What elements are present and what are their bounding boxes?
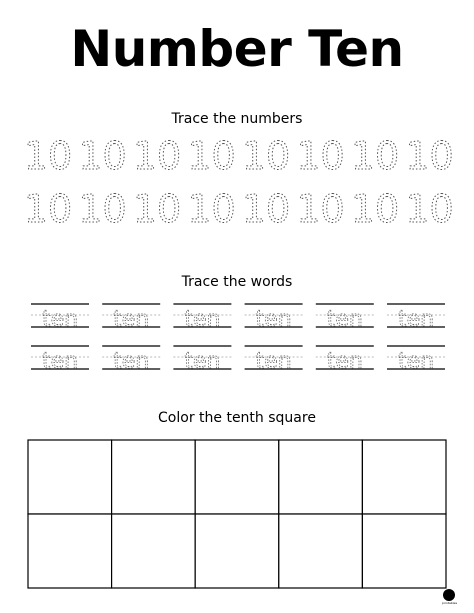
word-trace-cell <box>316 346 374 374</box>
number-tracing-grid <box>24 134 454 231</box>
trace-words-heading: Trace the words <box>181 274 293 290</box>
color-square[interactable] <box>112 440 196 514</box>
word-trace-cell <box>316 304 374 332</box>
word-trace-cell <box>31 304 89 332</box>
trace-number-10: 10 <box>296 134 345 178</box>
trace-number-10: 10 <box>350 187 400 231</box>
color-square[interactable] <box>195 514 279 588</box>
word-trace-cell <box>173 346 231 374</box>
word-trace-cell <box>245 304 303 332</box>
word-trace-cell <box>173 304 231 332</box>
trace-number-10: 10 <box>78 187 127 231</box>
color-square[interactable] <box>28 440 112 514</box>
brand-logo <box>442 589 456 605</box>
trace-number-10: 10 <box>78 134 127 178</box>
trace-word-ten: ten <box>184 307 221 332</box>
word-tracing-grid <box>31 304 445 374</box>
word-trace-cell <box>31 346 89 374</box>
color-square-heading: Color the tenth square <box>158 410 316 426</box>
trace-number-10: 10 <box>23 134 73 178</box>
word-trace-cell <box>387 304 445 332</box>
trace-number-10: 10 <box>241 134 291 178</box>
word-trace-cell <box>102 346 160 374</box>
trace-number-10: 10 <box>241 187 291 231</box>
trace-numbers-heading: Trace the numbers <box>171 111 303 127</box>
trace-number-10: 10 <box>296 187 345 231</box>
trace-word-ten: ten <box>397 307 435 332</box>
logo-text: printables <box>442 601 458 605</box>
trace-number-10: 10 <box>23 187 73 231</box>
trace-word-ten: ten <box>113 349 150 374</box>
color-square[interactable] <box>28 514 112 588</box>
trace-word-ten: ten <box>255 349 292 374</box>
color-square[interactable] <box>195 440 279 514</box>
trace-number-10: 10 <box>132 134 182 178</box>
trace-word-ten: ten <box>326 349 363 374</box>
trace-word-ten: ten <box>255 307 292 332</box>
trace-word-ten: ten <box>326 307 363 332</box>
color-square[interactable] <box>362 440 446 514</box>
word-trace-cell <box>245 346 303 374</box>
color-square[interactable] <box>279 440 363 514</box>
trace-word-ten: ten <box>113 307 150 332</box>
logo-mark-icon <box>443 589 455 601</box>
word-trace-cell <box>387 346 445 374</box>
trace-word-ten: ten <box>397 349 435 374</box>
trace-number-10: 10 <box>405 134 454 178</box>
color-square[interactable] <box>279 514 363 588</box>
trace-word-ten: ten <box>41 349 79 374</box>
ten-frame-grid[interactable] <box>28 440 446 588</box>
trace-number-10: 10 <box>187 134 236 178</box>
trace-number-10: 10 <box>405 187 454 231</box>
trace-word-ten: ten <box>184 349 221 374</box>
word-trace-cell <box>102 304 160 332</box>
color-square[interactable] <box>362 514 446 588</box>
color-square[interactable] <box>112 514 196 588</box>
page-title: Number Ten <box>70 20 404 78</box>
trace-number-10: 10 <box>350 134 400 178</box>
trace-number-10: 10 <box>187 187 236 231</box>
trace-word-ten: ten <box>41 307 79 332</box>
trace-number-10: 10 <box>132 187 182 231</box>
